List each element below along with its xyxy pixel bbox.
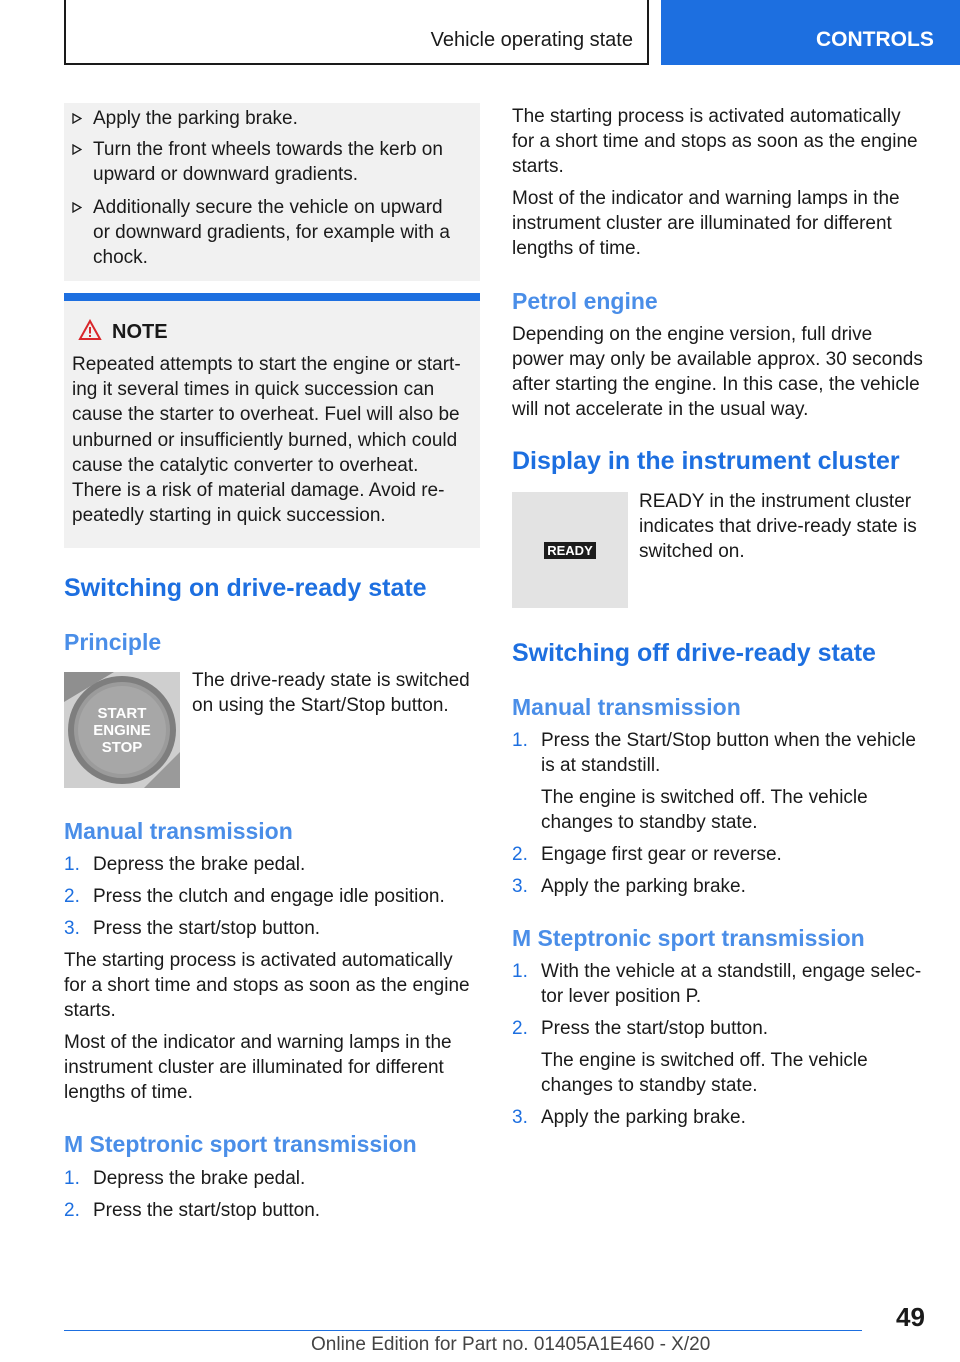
triangle-bullet-icon xyxy=(72,113,82,124)
triangle-bullet-icon xyxy=(72,144,82,155)
bullet-item: Turn the front wheels towards the kerb on upward or downward gradients. xyxy=(93,137,468,187)
page-number: 49 xyxy=(896,1302,925,1332)
display-text: READY in the instrument cluster indicates that drive-ready state is switched on. xyxy=(639,491,917,562)
parking-bullet-box xyxy=(64,103,480,281)
principle-text: The drive-ready state is switched on using the Start/Stop button. xyxy=(192,670,470,716)
header-chapter-tab xyxy=(661,0,960,65)
starting-process-text-right: The starting process is activated automatically for a short time and stops as soon as the engine starts. Most of the indicator and warning lamps in the instrument cluster are illuminated for different lengths of time. xyxy=(512,106,918,259)
starting-process-text-left: The starting process is activated automatically for a short time and stops as soon as the engine starts. Most of the indicator and warning lamps in the instrument cluster are illuminated for different lengths of time. xyxy=(64,950,470,1103)
button-label-stop: STOP xyxy=(101,739,143,756)
heading-steptronic-left: M Steptronic sport transmission xyxy=(64,1131,417,1157)
header-section-title: Vehicle operating state xyxy=(430,29,633,51)
header-chapter-title: CONTROLS xyxy=(816,28,934,51)
heading-steptronic-right: M Steptronic sport transmission xyxy=(512,925,865,951)
petrol-engine-text: Depending on the engine version, full drive power may only be available approx. 30 seconds after starting the engine. In this case, the vehicle will not accelerate in the usual way. xyxy=(512,324,923,420)
footer-divider xyxy=(64,1330,862,1331)
heading-display-cluster: Display in the instrument cluster xyxy=(512,447,900,475)
footer-edition: Online Edition for Part no. 01405A1E460 - X/20 xyxy=(311,1334,711,1355)
heading-petrol-engine: Petrol engine xyxy=(512,288,658,314)
triangle-bullet-icon xyxy=(72,202,82,213)
heading-switch-off: Switching off drive-ready state xyxy=(512,639,876,667)
ready-indicator-image xyxy=(512,492,628,608)
note-text: Repeated attempts to start the engine or start- ing it several times in quick succession can cause the starter to overheat. Fuel will also be unburned or insufficiently burned, which could cause the catalytic converter to overheat. There is a risk of material damage. Avoid re- peatedly starting in quick succession. xyxy=(72,354,461,527)
header-section-box xyxy=(64,0,649,65)
note-box xyxy=(64,301,480,548)
button-label-engine: ENGINE xyxy=(93,722,151,739)
bullet-item: Apply the parking brake. xyxy=(93,106,468,131)
note-title: NOTE xyxy=(112,321,168,343)
bullet-item: Additionally secure the vehicle on upward or downward gradients, for example with a chock. xyxy=(93,195,468,270)
note-accent-bar xyxy=(64,293,480,301)
button-label-start: START xyxy=(97,705,147,722)
start-stop-button-image xyxy=(64,672,180,788)
heading-manual-left: Manual transmission xyxy=(64,818,293,844)
heading-manual-right: Manual transmission xyxy=(512,694,741,720)
ready-badge: READY xyxy=(544,542,596,559)
warning-triangle-icon xyxy=(78,319,102,341)
heading-principle: Principle xyxy=(64,629,162,655)
heading-switch-on: Switching on drive-ready state xyxy=(64,574,427,602)
